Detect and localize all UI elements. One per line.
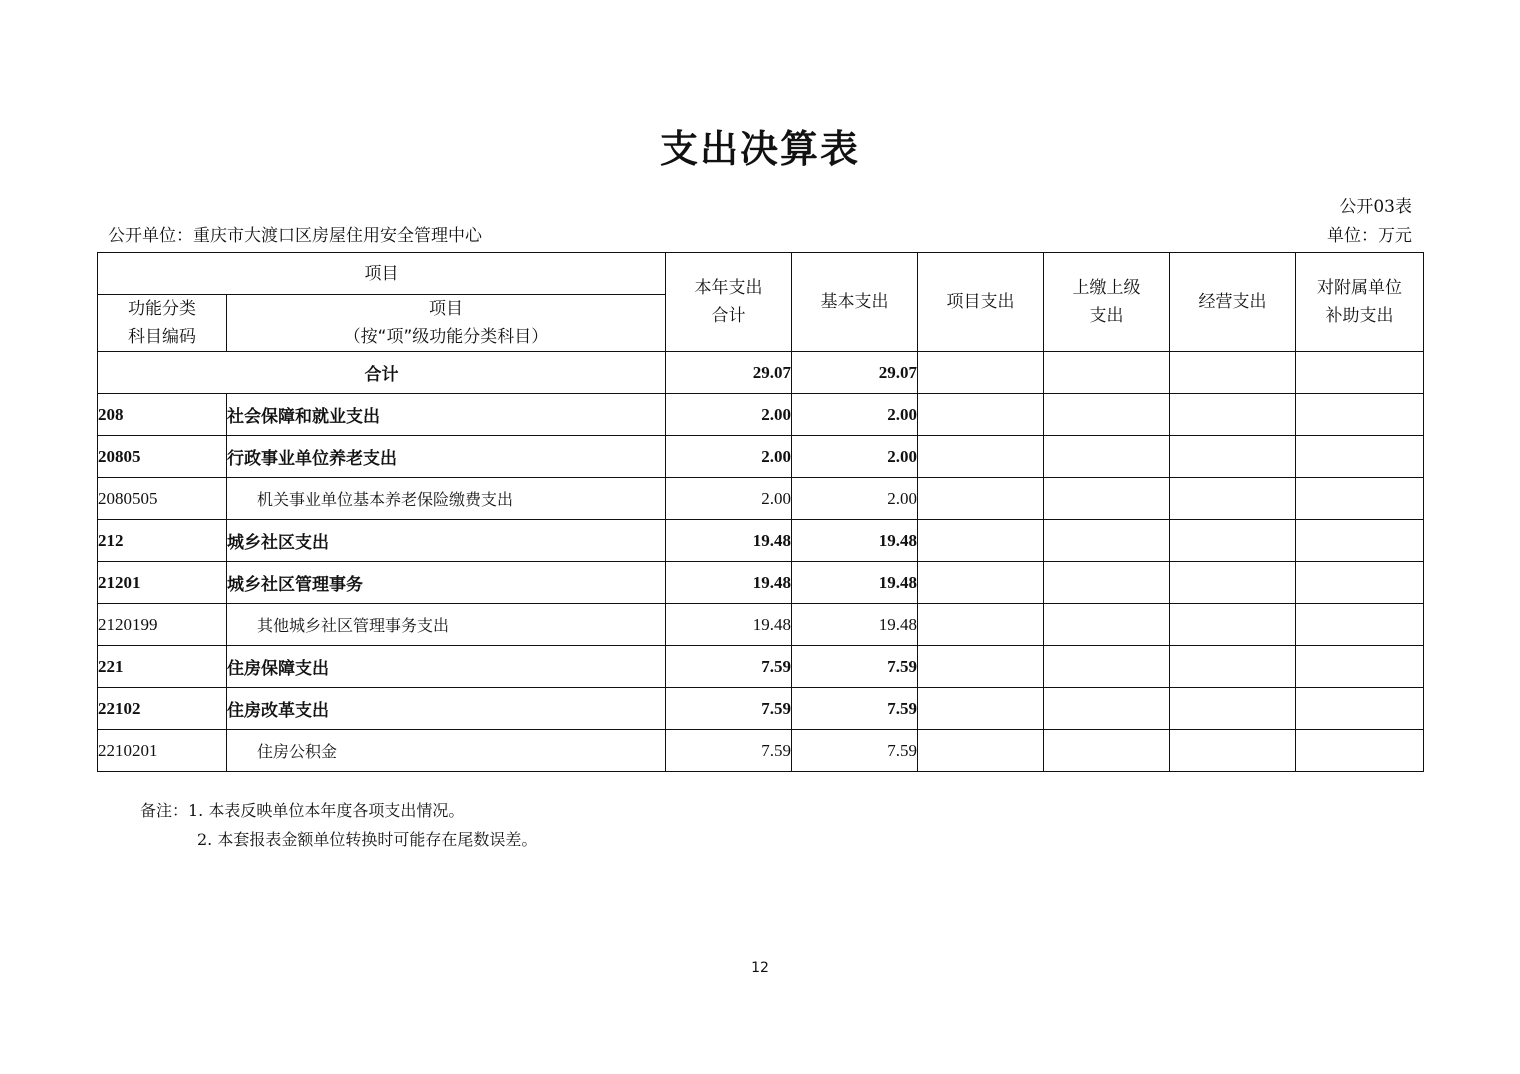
cell-total: 2.00 (666, 478, 792, 520)
cell-name: 其他城乡社区管理事务支出 (227, 604, 666, 646)
cell-basic: 7.59 (792, 688, 918, 730)
cell-subsidy (1296, 352, 1424, 394)
header-name: 项目 （按“项”级功能分类科目） (227, 295, 666, 352)
total-label: 合计 (98, 352, 666, 394)
cell-basic: 2.00 (792, 436, 918, 478)
cell-project (918, 730, 1044, 772)
header-project-expense: 项目支出 (918, 253, 1044, 352)
cell-upper (1044, 478, 1170, 520)
cell-project (918, 352, 1044, 394)
header-subsidiary-subsidy: 对附属单位 补助支出 (1296, 253, 1424, 352)
cell-total: 7.59 (666, 646, 792, 688)
header-total-expense: 本年支出 合计 (666, 253, 792, 352)
note-line-1: 备注：1. 本表反映单位本年度各项支出情况。 (140, 801, 465, 820)
cell-total: 7.59 (666, 688, 792, 730)
cell-upper (1044, 436, 1170, 478)
cell-name: 住房保障支出 (227, 646, 666, 688)
table-row (98, 394, 1424, 436)
cell-business (1170, 478, 1296, 520)
table-row-total (98, 352, 1424, 394)
cell-code: 221 (98, 646, 227, 688)
cell-total: 19.48 (666, 562, 792, 604)
cell-total: 7.59 (666, 730, 792, 772)
cell-code: 208 (98, 394, 227, 436)
cell-total: 29.07 (666, 352, 792, 394)
cell-business (1170, 604, 1296, 646)
cell-project (918, 520, 1044, 562)
org-label: 公开单位：重庆市大渡口区房屋住用安全管理中心 (108, 226, 482, 246)
cell-upper (1044, 688, 1170, 730)
cell-name: 住房改革支出 (227, 688, 666, 730)
table-row (98, 520, 1424, 562)
header-item-group: 项目 (98, 253, 666, 295)
expenditure-table (97, 252, 1424, 772)
cell-business (1170, 352, 1296, 394)
cell-upper (1044, 520, 1170, 562)
cell-total: 19.48 (666, 604, 792, 646)
currency-unit-label: 单位：万元 (1327, 226, 1412, 246)
cell-subsidy (1296, 730, 1424, 772)
cell-subsidy (1296, 478, 1424, 520)
header-upper-remit: 上缴上级 支出 (1044, 253, 1170, 352)
cell-business (1170, 520, 1296, 562)
cell-name: 城乡社区支出 (227, 520, 666, 562)
cell-code: 212 (98, 520, 227, 562)
cell-basic: 7.59 (792, 730, 918, 772)
cell-code: 22102 (98, 688, 227, 730)
form-number: 公开03表 (1339, 197, 1412, 217)
cell-code: 21201 (98, 562, 227, 604)
cell-subsidy (1296, 562, 1424, 604)
cell-name: 机关事业单位基本养老保险缴费支出 (227, 478, 666, 520)
cell-business (1170, 646, 1296, 688)
table-row (98, 730, 1424, 772)
cell-total: 19.48 (666, 520, 792, 562)
cell-name: 城乡社区管理事务 (227, 562, 666, 604)
cell-basic: 2.00 (792, 394, 918, 436)
cell-project (918, 688, 1044, 730)
cell-upper (1044, 562, 1170, 604)
cell-basic: 29.07 (792, 352, 918, 394)
cell-basic: 19.48 (792, 520, 918, 562)
cell-project (918, 604, 1044, 646)
cell-basic: 7.59 (792, 646, 918, 688)
page-title: 支出决算表 (659, 127, 860, 171)
header-business-expense: 经营支出 (1170, 253, 1296, 352)
cell-upper (1044, 394, 1170, 436)
table-row (98, 646, 1424, 688)
cell-business (1170, 730, 1296, 772)
table-row (98, 478, 1424, 520)
cell-project (918, 478, 1044, 520)
cell-basic: 2.00 (792, 478, 918, 520)
cell-project (918, 436, 1044, 478)
cell-upper (1044, 604, 1170, 646)
cell-name: 社会保障和就业支出 (227, 394, 666, 436)
header-code: 功能分类 科目编码 (98, 295, 227, 352)
cell-project (918, 562, 1044, 604)
cell-code: 2120199 (98, 604, 227, 646)
cell-business (1170, 394, 1296, 436)
cell-subsidy (1296, 688, 1424, 730)
cell-subsidy (1296, 394, 1424, 436)
cell-name: 住房公积金 (227, 730, 666, 772)
cell-project (918, 394, 1044, 436)
cell-code: 20805 (98, 436, 227, 478)
cell-project (918, 646, 1044, 688)
cell-subsidy (1296, 520, 1424, 562)
table-row (98, 604, 1424, 646)
cell-total: 2.00 (666, 394, 792, 436)
cell-subsidy (1296, 436, 1424, 478)
table-row (98, 562, 1424, 604)
cell-business (1170, 562, 1296, 604)
cell-business (1170, 688, 1296, 730)
cell-code: 2210201 (98, 730, 227, 772)
header-basic-expense: 基本支出 (792, 253, 918, 352)
note-line-2: 2. 本套报表金额单位转换时可能存在尾数误差。 (197, 830, 538, 849)
cell-subsidy (1296, 604, 1424, 646)
cell-upper (1044, 730, 1170, 772)
cell-code: 2080505 (98, 478, 227, 520)
cell-upper (1044, 646, 1170, 688)
cell-upper (1044, 352, 1170, 394)
cell-basic: 19.48 (792, 604, 918, 646)
table-row (98, 688, 1424, 730)
notes (140, 796, 537, 854)
cell-subsidy (1296, 646, 1424, 688)
cell-business (1170, 436, 1296, 478)
table-row (98, 436, 1424, 478)
cell-basic: 19.48 (792, 562, 918, 604)
page-number: 12 (751, 960, 769, 976)
cell-total: 2.00 (666, 436, 792, 478)
cell-name: 行政事业单位养老支出 (227, 436, 666, 478)
